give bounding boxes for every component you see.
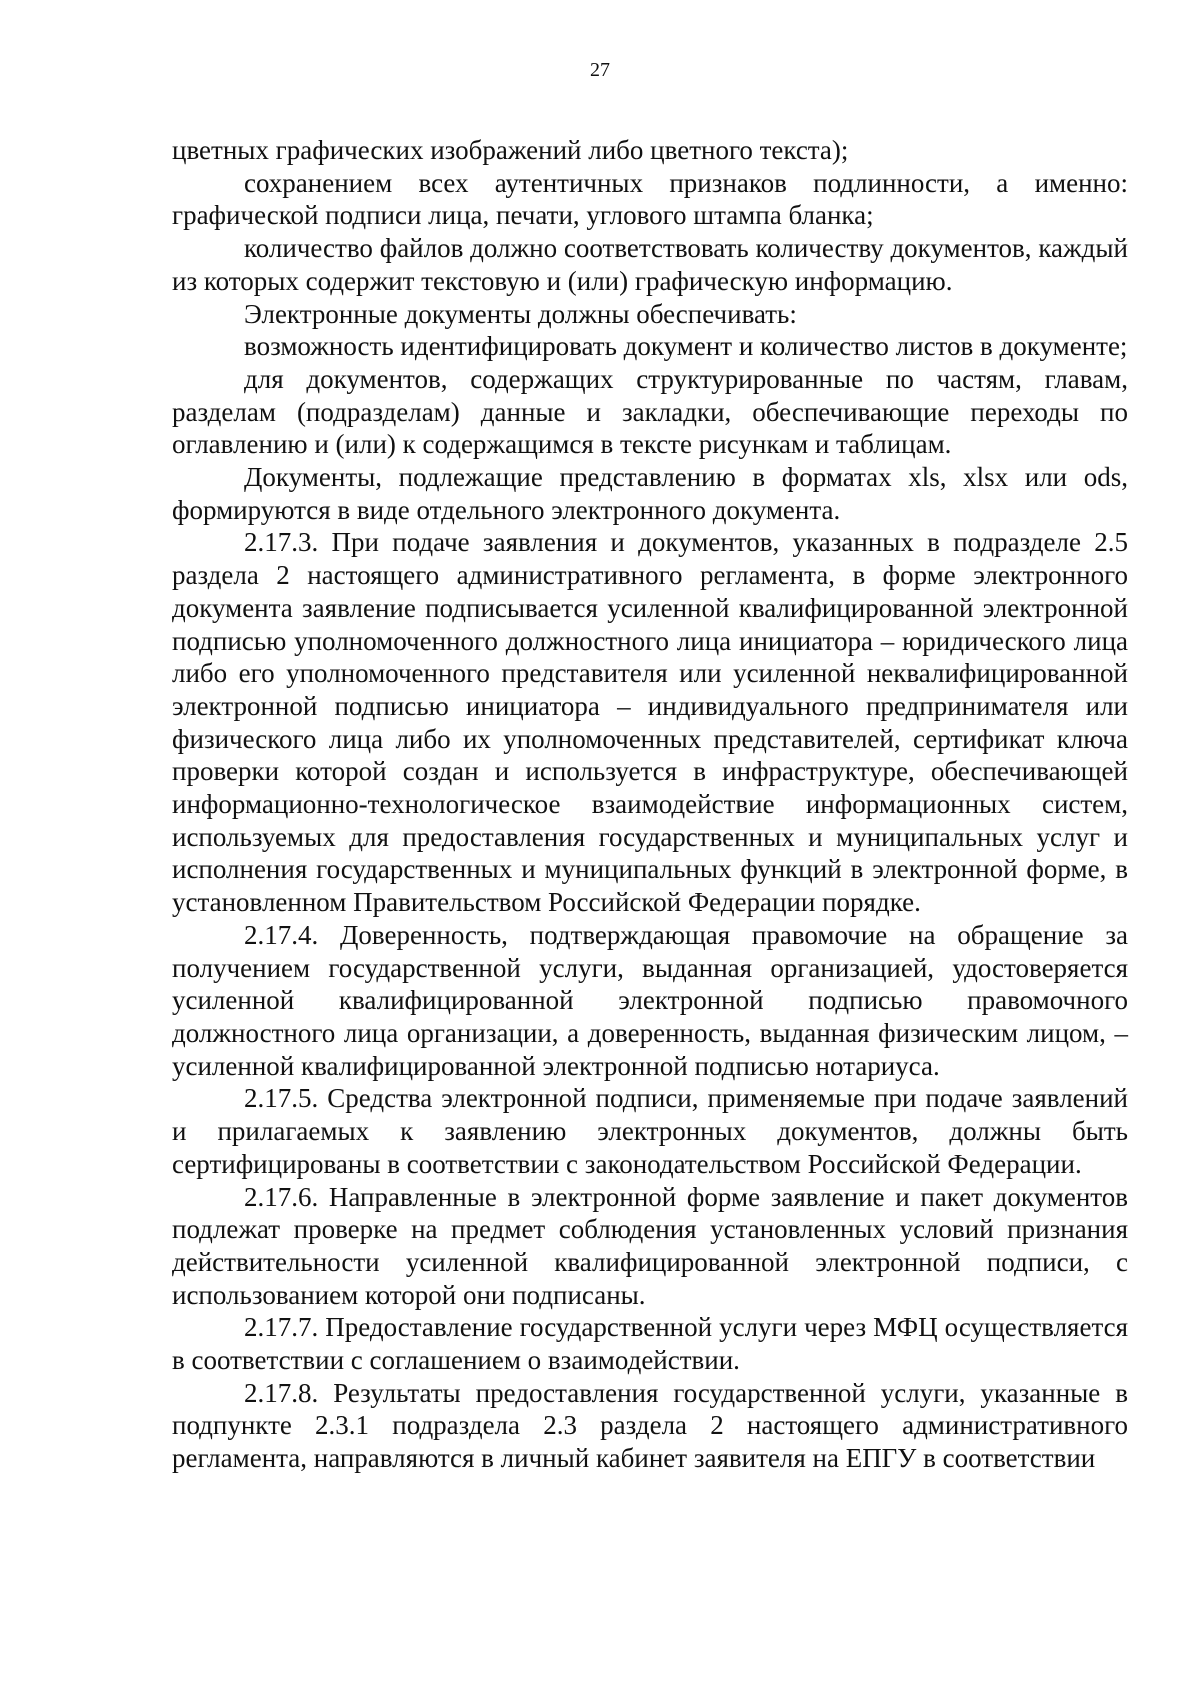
paragraph-2-17-4: 2.17.4. Доверенность, подтверждающая правомочие на обращение за получением государственной услуги, выданная организацией, удостоверяется усиленной квалифицированной электронной подписью правомочного должностного лица организации, а доверенность, выданная физическим лицом, – усиленной квалифицированной электронной подписью нотариуса. xyxy=(172,919,1128,1081)
document-body xyxy=(172,134,1128,1475)
paragraph-identify-document: возможность идентифицировать документ и количество листов в документе; xyxy=(244,331,1128,362)
paragraph-2-17-3: 2.17.3. При подаче заявления и документов, указанных в подразделе 2.5 раздела 2 настоящего административного регламента, в форме электронного документа заявление подписывается усиленной квалифицированной электронной подписью уполномоченного должностного лица инициатора – юридического лица либо его уполномоченного представителя или усиленной неквалифицированной электронной подписью инициатора – индивидуального предпринимателя или физического лица либо их уполномоченных представителей, сертификат ключа проверки которой создан и используется в инфраструктуре, обеспечивающей информационно-технологическое взаимодействие информационных систем, используемых для предоставления государственных и муниципальных услуг и исполнения государственных и муниципальных функций в электронной форме, в установленном Правительством Российской Федерации порядке. xyxy=(172,527,1128,918)
paragraph-authenticity: сохранением всех аутентичных признаков подлинности, а именно: графической подписи лица, печати, углового штампа бланка; xyxy=(172,167,1128,231)
paragraph-structured-docs: для документов, содержащих структурированные по частям, главам, разделам (подразделам) данные и закладки, обеспечивающие переходы по оглавлению и (или) к содержащимся в тексте рисункам и таблицам. xyxy=(172,363,1128,460)
page-number: 27 xyxy=(590,59,610,81)
paragraph-electronic-docs: Электронные документы должны обеспечивать: xyxy=(244,298,797,329)
paragraph-spreadsheet-formats: Документы, подлежащие представлению в форматах xls, xlsx или ods, формируются в виде отдельного электронного документа. xyxy=(172,462,1128,525)
paragraph-2-17-7: 2.17.7. Предоставление государственной услуги через МФЦ осуществляется в соответствии с соглашением о взаимодействии. xyxy=(172,1312,1128,1376)
paragraph-color-text: цветных графических изображений либо цветного текста); xyxy=(172,135,849,165)
paragraph-2-17-6: 2.17.6. Направленные в электронной форме заявление и пакет документов подлежат проверке на предмет соблюдения установленных условий признания действительности усиленной квалифицированной электронной подписи, с использованием которой они подписаны. xyxy=(172,1181,1128,1310)
paragraph-2-17-8: 2.17.8. Результаты предоставления государственной услуги, указанные в подпункте 2.3.1 подраздела 2.3 раздела 2 настоящего административного регламента, направляются в личный кабинет заявителя на ЕПГУ в соответствии xyxy=(172,1377,1128,1474)
paragraph-2-17-5: 2.17.5. Средства электронной подписи, применяемые при подаче заявлений и прилагаемых к заявлению электронных документов, должны быть сертифицированы в соответствии с законодательством Российской Федерации. xyxy=(172,1083,1128,1179)
paragraph-file-count: количество файлов должно соответствовать количеству документов, каждый из которых содержит текстовую и (или) графическую информацию. xyxy=(172,233,1128,296)
